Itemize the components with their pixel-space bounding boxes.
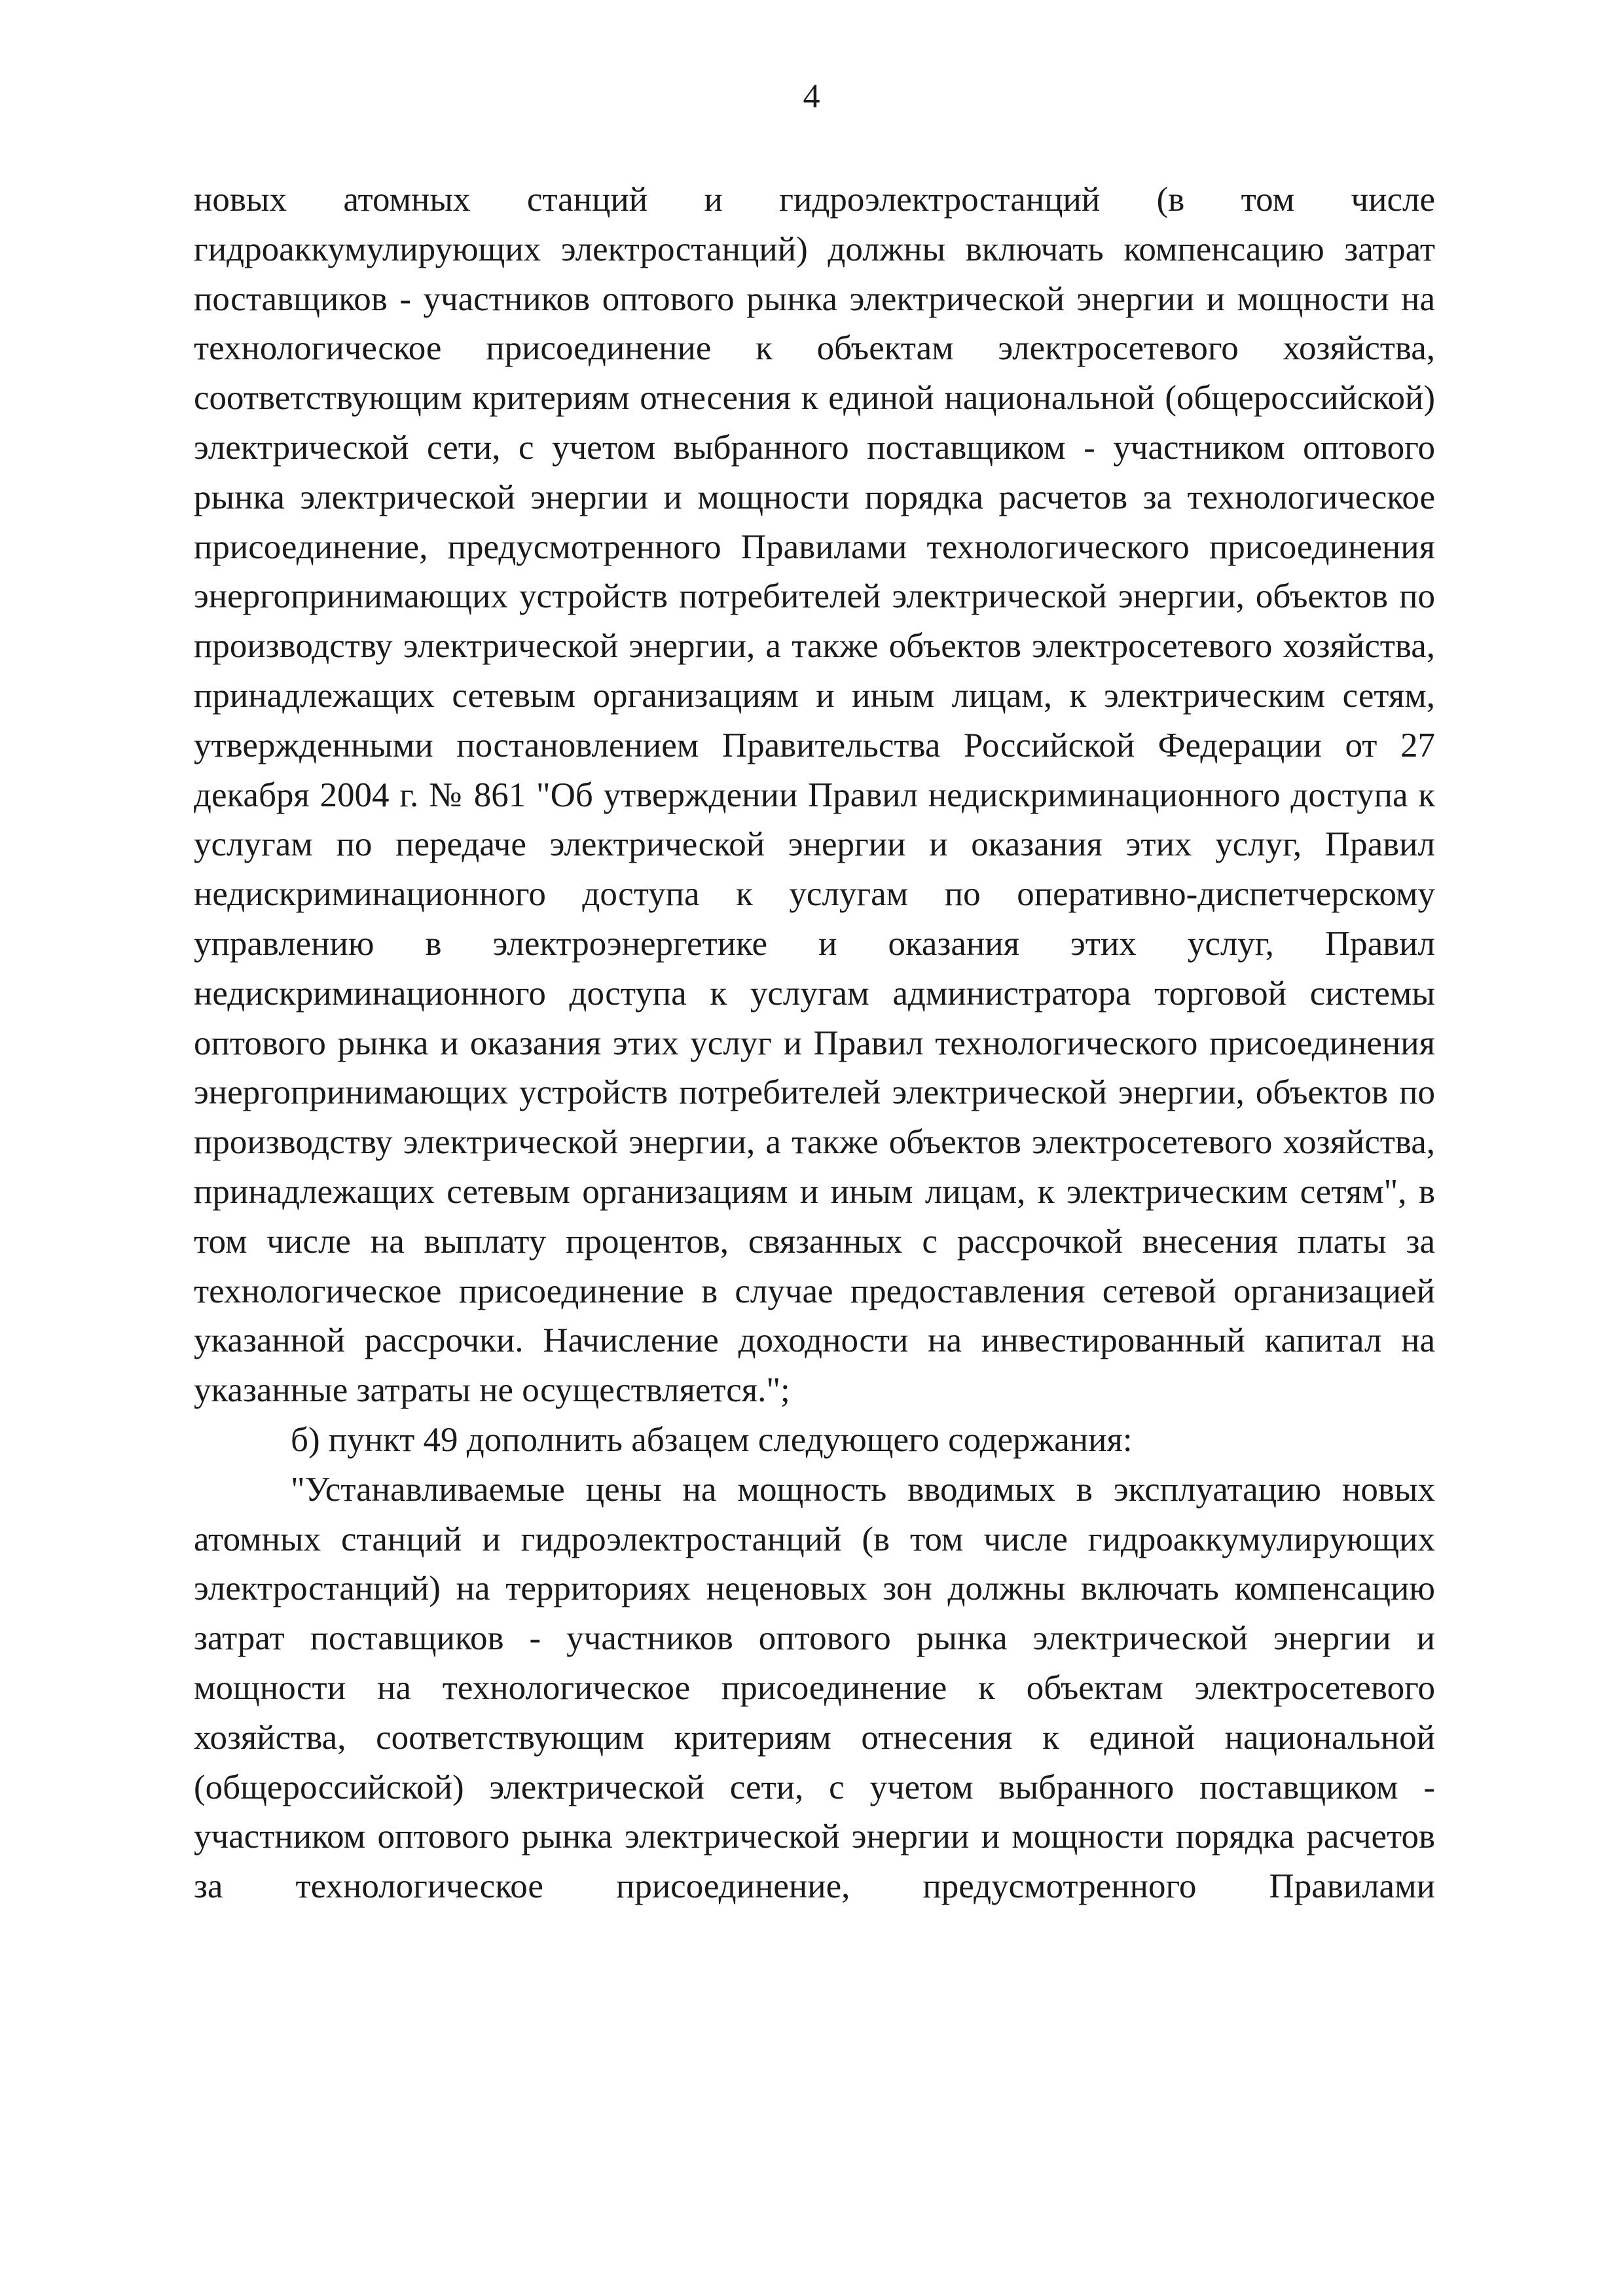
document-body [194,175,1435,1912]
page-number: 4 [803,78,820,115]
paragraph-quoted-amendment: "Устанавливаемые цены на мощность вводимых в эксплуатацию новых атомных станций и гидроэлектростанций (в том числе гидроаккумулирующих электростанций) на территориях неценовых зон должны включать компенсацию затрат поставщиков - участников оптового рынка электрической энергии и мощности на технологическое присоединение к объектам электросетевого хозяйства, соответствующим критериям отнесения к единой национальной (общероссийской) электрической сети, с учетом выбранного поставщиком - участником оптового рынка электрической энергии и мощности порядка расчетов за технологическое присоединение, предусмотренного Правилами [194,1470,1435,1906]
paragraph-item-b: б) пункт 49 дополнить абзацем следующего содержания: [291,1420,1133,1459]
paragraph-continuation: новых атомных станций и гидроэлектростанций (в том числе гидроаккумулирующих электростанций) должны включать компенсацию затрат поставщиков - участников оптового рынка электрической энергии и мощности на технологическое присоединение к объектам электросетевого хозяйства, соответствующим критериям отнесения к единой национальной (общероссийской) электрической сети, с учетом выбранного поставщиком - участником оптового рынка электрической энергии и мощности порядка расчетов за технологическое присоединение, предусмотренного Правилами технологического присоединения энергопринимающих устройств потребителей электрической энергии, объектов по производству электрической энергии, а также объектов электросетевого хозяйства, принадлежащих сетевым организациям и иным лицам, к электрическим сетям, утвержденными постановлением Правительства Российской Федерации от 27 декабря 2004 г. № 861 "Об утверждении Правил недискриминационного доступа к услугам по передаче электрической энергии и оказания этих услуг, Правил недискриминационного доступа к услугам по оперативно-диспетчерскому управлению в электроэнергетике и оказания этих услуг, Правил недискриминационного доступа к услугам администратора торговой системы оптового рынка и оказания этих услуг и Правил технологического присоединения энергопринимающих устройств потребителей электрической энергии, объектов по производству электрической энергии, а также объектов электросетевого хозяйства, принадлежащих сетевым организациям и иным лицам, к электрическим сетям", в том числе на выплату процентов, связанных с рассрочкой внесения платы за технологическое присоединение в случае предоставления сетевой организацией указанной рассрочки. Начисление доходности на инвестированный капитал на указанные затраты не осуществляется."; [194,181,1435,1410]
